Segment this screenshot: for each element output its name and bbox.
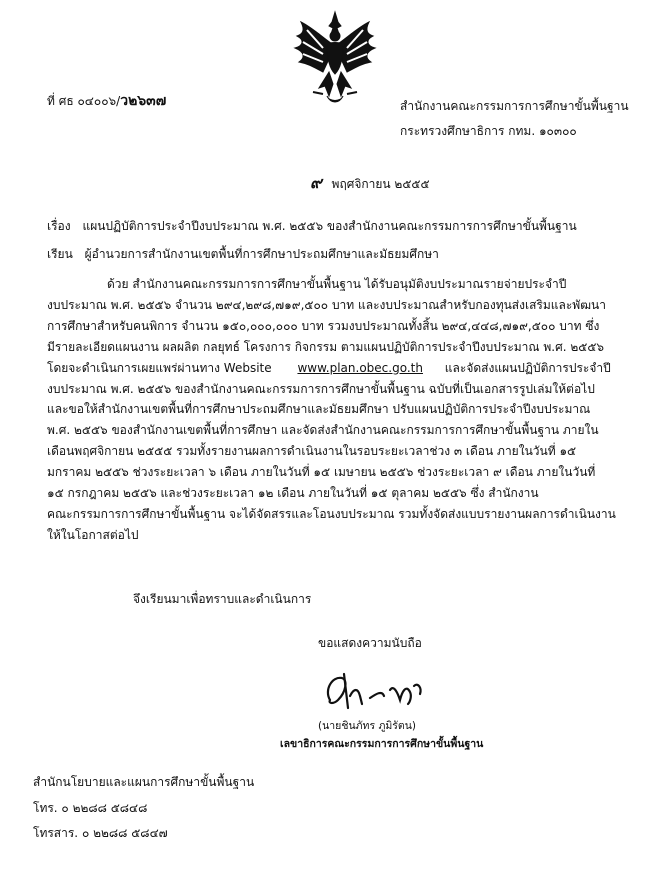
date-day: ๙ (310, 173, 322, 192)
body-line: งบประมาณ พ.ศ. ๒๕๕๖ ของสำนักงานคณะกรรมการการศึกษาขั้นพื้นฐาน ฉบับที่เป็นเอกสารรูปเล่มให้ต่อไป (47, 381, 595, 396)
body-line: ด้วย สำนักงานคณะกรรมการการศึกษาขั้นพื้นฐาน ได้รับอนุมัติงบประมาณรายจ่ายประจำปี (107, 277, 567, 291)
date-month-year: พฤศจิกายน ๒๕๕๕ (331, 177, 430, 191)
body-line: งบประมาณ พ.ศ. ๒๕๕๖ จำนวน ๒๙๔,๒๙๘,๗๑๙,๕๐๐ บาท และงบประมาณสำหรับกองทุนส่งเสริมและพัฒนา (47, 297, 606, 312)
subject-text: แผนปฏิบัติการประจำปีงบประมาณ พ.ศ. ๒๕๕๖ ของสำนักงานคณะกรรมการการศึกษาขั้นพื้นฐาน (82, 219, 577, 233)
office-name: สำนักงานคณะกรรมการการศึกษาขั้นพื้นฐาน (400, 99, 629, 113)
recipient-label: เรียน (47, 247, 73, 261)
footer-fax: โทรสาร. ๐ ๒๒๘๘ ๕๘๔๗ (33, 826, 168, 840)
body-text: และจัดส่งแผนปฏิบัติการประจำปี (444, 360, 611, 375)
body-paragraph (47, 274, 619, 546)
subject-line (47, 219, 577, 234)
letter-date (310, 175, 430, 192)
footer-department: สำนักนโยบายและแผนการศึกษาขั้นพื้นฐาน (33, 775, 255, 789)
subject-label: เรื่อง (47, 219, 71, 233)
office-address: กระทรวงศึกษาธิการ กทม. ๑๐๓๐๐ (400, 124, 577, 138)
reference-number (47, 94, 166, 109)
body-line: การศึกษาสำหรับคนพิการ จำนวน ๑๕๐,๐๐๐,๐๐๐ บาท รวมงบประมาณทั้งสิ้น ๒๙๔,๔๔๘,๗๑๙,๕๐๐ บาท ซึ่ง (47, 318, 600, 333)
body-line: ให้ในโอกาสต่อไป (47, 527, 139, 542)
body-line: เดือนพฤศจิกายน ๒๕๕๕ รวมทั้งรายงานผลการดำเนินงานในรอบระยะเวลาช่วง ๓ เดือน ภายในวันที่ ๑๕ (47, 444, 577, 459)
closing-request: จึงเรียนมาเพื่อทราบและดำเนินการ (133, 592, 312, 606)
body-line (47, 358, 619, 379)
signatory-name: (นายชินภัทร ภูมิรัตน) (318, 720, 417, 732)
website-link[interactable]: www.plan.obec.go.th (297, 360, 423, 375)
footer-telephone: โทร. ๐ ๒๒๘๘ ๕๘๔๘ (33, 801, 148, 815)
signatory-title: เลขาธิการคณะกรรมการการศึกษาขั้นพื้นฐาน (280, 738, 484, 750)
body-line: และขอให้สำนักงานเขตพื้นที่การศึกษาประถมศึกษาและมัธยมศึกษา ปรับแผนปฏิบัติการประจำปีงบประมาณ (47, 402, 591, 417)
reference-prefix: ที่ ศธ ๐๔๐๐๖/ (47, 94, 121, 108)
recipient-text: ผู้อำนวยการสำนักงานเขตพื้นที่การศึกษาประถมศึกษาและมัธยมศึกษา (84, 247, 439, 261)
body-line: ๑๕ กรกฎาคม ๒๕๕๖ และช่วงระยะเวลา ๑๒ เดือน ภายในวันที่ ๑๕ ตุลาคม ๒๕๕๖ ซึ่ง สำนักงาน (47, 486, 539, 501)
garuda-emblem-icon (283, 8, 387, 112)
body-line: คณะกรรมการการศึกษาขั้นพื้นฐาน จะได้จัดสรรและโอนงบประมาณ รวมทั้งจัดส่งแบบรายงานผลการดำเนินงาน (47, 506, 616, 521)
reference-handwritten-number: ว๒๖๓๗ (120, 93, 167, 109)
handwritten-signature (318, 670, 448, 714)
body-text: โดยจะดำเนินการเผยแพร่ผ่านทาง Website (47, 360, 272, 375)
recipient-line (47, 247, 439, 262)
closing-salutation: ขอแสดงความนับถือ (318, 636, 422, 650)
body-line: พ.ศ. ๒๕๕๖ ของสำนักงานเขตพื้นที่การศึกษา และจัดส่งสำนักงานคณะกรรมการการศึกษาขั้นพื้นฐาน ภายใน (47, 423, 599, 438)
body-line: มกราคม ๒๕๕๖ ช่วงระยะเวลา ๖ เดือน ภายในวันที่ ๑๕ เมษายน ๒๕๕๖ ช่วงระยะเวลา ๙ เดือน ภายในวันที่ (47, 465, 596, 480)
body-line: มีรายละเอียดแผนงาน ผลผลิต กลยุทธ์ โครงการ กิจกรรม ตามแผนปฏิบัติการประจำปีงบประมาณ พ.ศ. ๒๕๕๖ (47, 339, 605, 354)
